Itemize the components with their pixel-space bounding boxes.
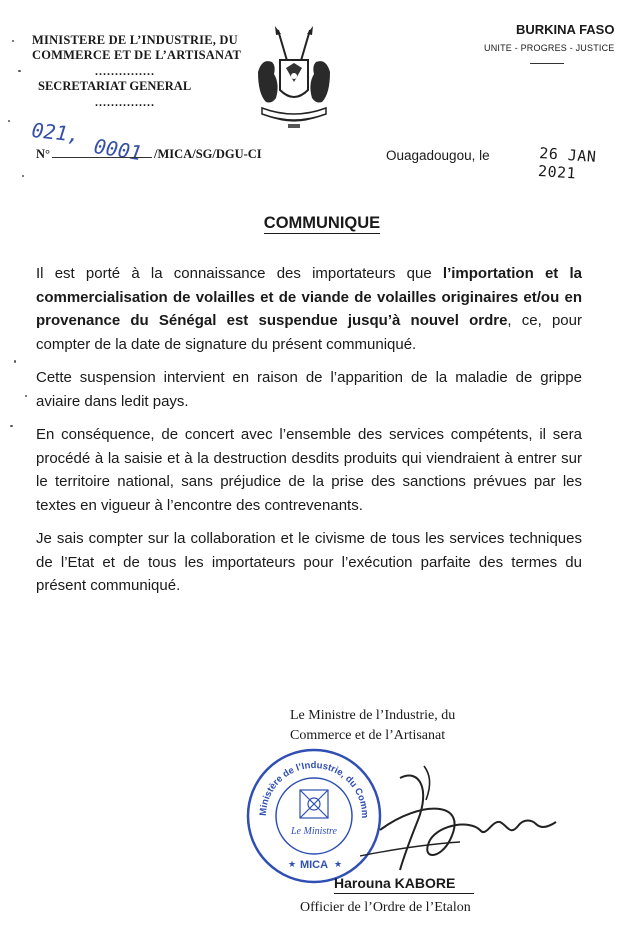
signatory-name-underline	[334, 893, 474, 894]
secretariat-general: SECRETARIAT GENERAL	[38, 79, 192, 93]
reference-number	[36, 147, 262, 162]
reference-stamp-part-1: 021,	[30, 118, 81, 147]
country-motto: UNITE - PROGRES - JUSTICE	[484, 43, 615, 53]
signatory-decoration: Officier de l’Ordre de l’Etalon	[300, 900, 471, 915]
scan-speck	[22, 175, 24, 177]
paragraph-2: Cette suspension intervient en raison de l’apparition de la maladie de grippe aviaire dans ledit pays.	[36, 369, 582, 410]
signatory-title-line-1: Le Ministre de l’Industrie, du	[290, 708, 456, 723]
seal-ring-text: Ministère de l’Industrie, du Comm	[257, 759, 371, 819]
reference-suffix: /MICA/SG/DGU-CI	[154, 147, 262, 161]
handwritten-signature-icon	[360, 760, 570, 880]
scan-speck	[10, 425, 13, 427]
ministry-name	[32, 33, 262, 63]
signatory-name: Harouna KABORE	[334, 875, 456, 891]
document-title-wrap	[0, 214, 634, 233]
paragraph-4: Je sais compter sur la collaboration et le civisme de tous les services techniques de l’Etat et de tous les importateurs pour l’exécution parfaite des termes du présent communiqué.	[36, 530, 582, 594]
scan-speck	[14, 360, 16, 363]
country-name: BURKINA FASO	[516, 22, 615, 37]
paragraph-1-intro: Il est porté à la connaissance des importateurs que	[36, 265, 443, 282]
place-label: Ouagadougou, le	[386, 148, 490, 163]
paragraph-3: En conséquence, de concert avec l’ensemble des services compétents, il sera procédé à la saisie et à la destruction desdits produits qui viendraient à entrer sur le territoire national, sans préjudice de la prise des sanctions prévues par les textes en vigueur à l’encontre des contrevenants.	[36, 426, 582, 514]
reference-prefix: N°	[36, 147, 51, 161]
separator-dots: ...............	[95, 64, 155, 78]
separator-dots: ...............	[95, 95, 155, 109]
signatory-title	[290, 706, 455, 746]
reference-blank-line	[52, 147, 152, 158]
paragraph-1-end: , ce, pour compter de la date de signature du présent communiqué.	[36, 312, 582, 353]
paragraph-1	[36, 262, 582, 356]
document-title: COMMUNIQUE	[263, 214, 381, 232]
paragraph-1-emphasis: l’importation et la commercialisation de volailles et de viande de volailles originaires et/ou en provenance du Sénégal est suspendue jusqu’à nouvel ordre	[36, 265, 582, 329]
date-stamp: 26 JAN 2021	[537, 144, 598, 183]
scan-speck	[12, 40, 14, 42]
coat-of-arms-icon	[248, 24, 340, 132]
reference-stamp-part-2: 0001	[92, 134, 144, 166]
ministry-line-2: COMMERCE ET DE L’ARTISANAT	[32, 48, 242, 62]
motto-underline	[530, 63, 564, 64]
seal-bottom-text: MICA	[299, 859, 329, 871]
scan-speck	[18, 70, 21, 72]
ministry-line-1: MINISTERE DE L’INDUSTRIE, DU	[32, 33, 238, 47]
seal-center-text: Le Ministre	[290, 826, 338, 837]
svg-text:★: ★	[288, 859, 297, 869]
signatory-title-line-2: Commerce et de l’Artisanat	[290, 728, 446, 743]
scan-speck	[8, 120, 10, 122]
scan-speck	[25, 395, 27, 397]
communique-body	[36, 262, 582, 608]
svg-text:★: ★	[334, 859, 343, 869]
